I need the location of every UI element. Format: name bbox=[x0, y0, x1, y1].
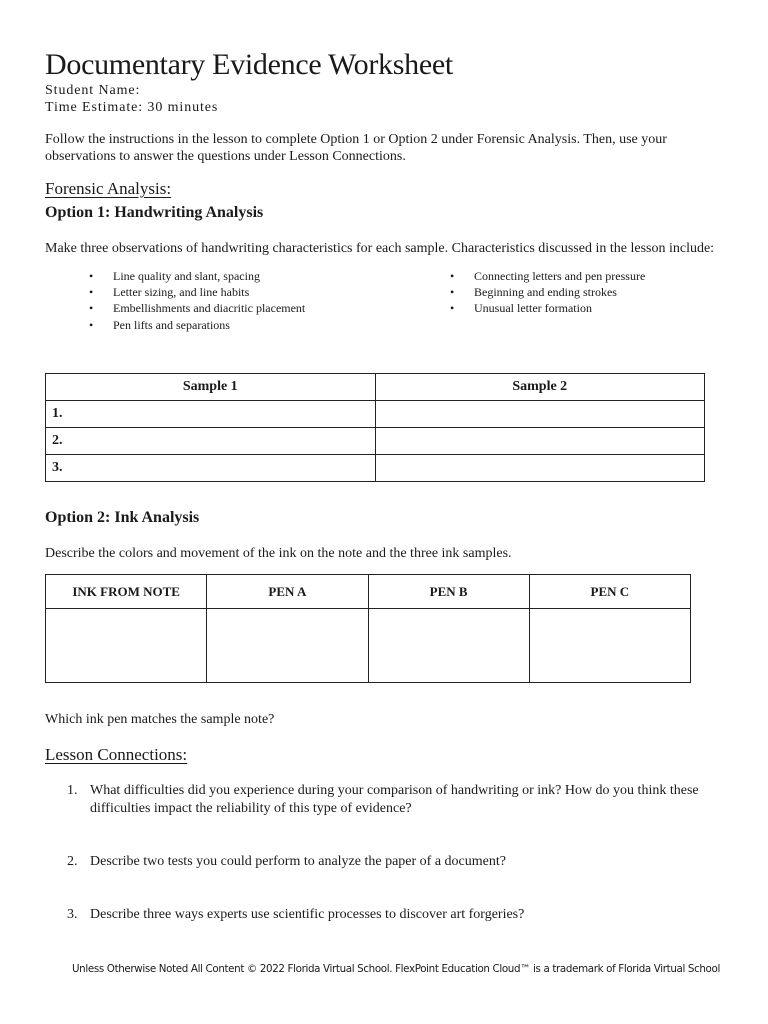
sample2-cell[interactable] bbox=[375, 401, 705, 428]
characteristics-list-right bbox=[450, 268, 645, 317]
pen-b-header: PEN B bbox=[368, 575, 529, 609]
bullet-icon: • bbox=[89, 317, 94, 332]
option1-heading: Option 1: Handwriting Analysis bbox=[45, 204, 264, 221]
time-estimate: Time Estimate: 30 minutes bbox=[45, 100, 219, 115]
sample1-header: Sample 1 bbox=[46, 374, 376, 401]
option1-instruction: Make three observations of handwriting characteristics for each sample. Characteristics discussed in the lesson include: bbox=[45, 241, 715, 256]
table-row bbox=[46, 401, 705, 428]
pen-c-header: PEN C bbox=[529, 575, 690, 609]
list-item: • Embellishments and diacritic placement bbox=[89, 301, 306, 316]
option2-instruction: Describe the colors and movement of the ink on the note and the three ink samples. bbox=[45, 546, 512, 561]
characteristics-list-left bbox=[89, 268, 305, 333]
student-name-label: Student Name: bbox=[45, 83, 141, 98]
bullet-icon: • bbox=[89, 301, 94, 316]
list-item: • Pen lifts and separations bbox=[89, 317, 230, 332]
ink-from-note-cell[interactable] bbox=[46, 609, 207, 683]
bullet-icon: • bbox=[450, 301, 455, 316]
sample1-cell[interactable]: 2. bbox=[46, 428, 376, 455]
list-item: • Beginning and ending strokes bbox=[450, 285, 617, 300]
question-number: 2. bbox=[67, 854, 78, 869]
question-number: 3. bbox=[67, 907, 78, 922]
question-text: Describe three ways experts use scientific processes to discover art forgeries? bbox=[90, 907, 525, 922]
intro-paragraph: Follow the instructions in the lesson to complete Option 1 or Option 2 under Forensic Analysis. Then, use your observations to answer the questions under Lesson Connections. bbox=[45, 132, 667, 164]
handwriting-table bbox=[45, 373, 705, 482]
ink-from-note-header: INK FROM NOTE bbox=[46, 575, 207, 609]
sample1-cell[interactable]: 3. bbox=[46, 455, 376, 482]
table-row bbox=[46, 609, 691, 683]
bullet-icon: • bbox=[450, 285, 455, 300]
sample1-cell[interactable]: 1. bbox=[46, 401, 376, 428]
list-item: • Connecting letters and pen pressure bbox=[450, 269, 646, 283]
table-row bbox=[46, 455, 705, 482]
list-item: • Line quality and slant, spacing bbox=[89, 269, 260, 283]
page-title: Documentary Evidence Worksheet bbox=[45, 48, 453, 81]
list-item: • Unusual letter formation bbox=[450, 301, 592, 316]
forensic-analysis-heading: Forensic Analysis: bbox=[45, 179, 172, 198]
table-row bbox=[46, 428, 705, 455]
sample2-cell[interactable] bbox=[375, 455, 705, 482]
ink-match-question: Which ink pen matches the sample note? bbox=[45, 712, 275, 727]
bullet-icon: • bbox=[89, 269, 94, 283]
sample2-header: Sample 2 bbox=[375, 374, 705, 401]
question-item bbox=[45, 853, 725, 871]
footer-copyright: Unless Otherwise Noted All Content © 2022 Florida Virtual School. FlexPoint Education Cloud™ is a trademark of Florida Virtual School bbox=[72, 963, 720, 975]
question-item bbox=[45, 906, 725, 924]
option2-heading: Option 2: Ink Analysis bbox=[45, 509, 200, 526]
bullet-icon: • bbox=[450, 269, 455, 283]
sample2-cell[interactable] bbox=[375, 428, 705, 455]
list-item: • Letter sizing, and line habits bbox=[89, 285, 250, 300]
lesson-connections-heading: Lesson Connections: bbox=[45, 745, 188, 764]
question-text: Describe two tests you could perform to analyze the paper of a document? bbox=[90, 854, 506, 869]
question-text: What difficulties did you experience during your comparison of handwriting or ink? How do you think these difficulties impact the reliability of this type of evidence? bbox=[90, 783, 699, 816]
pen-c-cell[interactable] bbox=[529, 609, 690, 683]
question-number: 1. bbox=[67, 783, 78, 798]
question-item bbox=[45, 782, 725, 818]
bullet-icon: • bbox=[89, 285, 94, 300]
pen-b-cell[interactable] bbox=[368, 609, 529, 683]
pen-a-header: PEN A bbox=[207, 575, 368, 609]
pen-a-cell[interactable] bbox=[207, 609, 368, 683]
ink-table bbox=[45, 574, 691, 683]
